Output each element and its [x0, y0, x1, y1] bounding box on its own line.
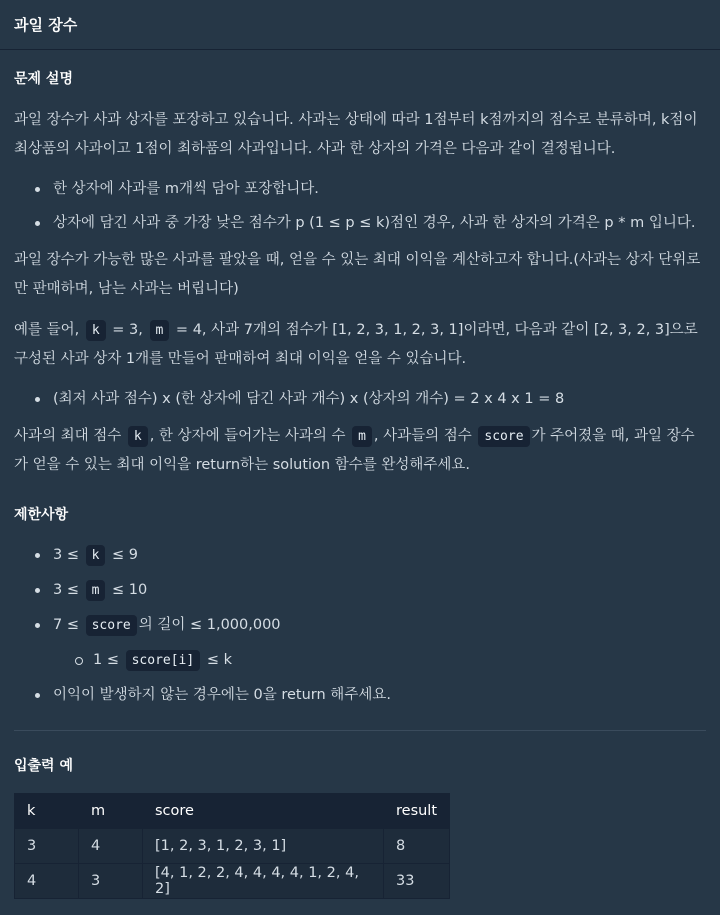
table-row — [15, 829, 450, 864]
constraint-text: 7 ≤ — [53, 617, 84, 633]
description-heading: 문제 설명 — [14, 71, 73, 87]
column-header-k: k — [15, 794, 79, 829]
column-header-score: score — [143, 794, 384, 829]
pricing-rule-2: 상자에 담긴 사과 중 가장 낮은 점수가 p (1 ≤ p ≤ k)점인 경우, 사과 한 상자의 가격은 p * m 입니다. — [14, 210, 706, 236]
example-text-2: = 3, — [107, 322, 148, 338]
code-m: m — [352, 426, 372, 447]
code-score: score — [86, 615, 137, 636]
example-calc-list — [14, 386, 706, 412]
constraint-text: 의 길이 ≤ 1,000,000 — [138, 617, 281, 633]
code-k: k — [128, 426, 148, 447]
example-calc: (최저 사과 점수) x (한 상자에 담긴 사과 개수) x (상자의 개수) = 2 x 4 x 1 = 8 — [14, 386, 706, 412]
constraint-text: ≤ 9 — [107, 547, 139, 563]
constraints-heading: 제한사항 — [14, 507, 69, 523]
code-k: k — [86, 545, 106, 566]
pricing-rule-1: 한 상자에 사과를 m개씩 담아 포장합니다. — [14, 176, 706, 202]
score-sub-constraints — [53, 647, 706, 674]
constraint-text: ≤ k — [202, 652, 232, 668]
code-score: score — [478, 426, 529, 447]
constraint-score-range — [53, 647, 706, 674]
task-paragraph — [14, 422, 706, 480]
cell-result: 8 — [384, 829, 450, 864]
constraint-text: ≤ 10 — [107, 582, 148, 598]
problem-title: 과일 장수 — [14, 16, 78, 34]
task-text-2: , 한 상자에 들어가는 사과의 수 — [149, 428, 351, 444]
column-header-m: m — [79, 794, 143, 829]
cell-m: 3 — [79, 864, 143, 899]
code-k: k — [86, 320, 106, 341]
code-m: m — [150, 320, 170, 341]
example-paragraph — [14, 316, 706, 374]
constraint-m — [14, 577, 706, 604]
pricing-rules-list — [14, 176, 706, 236]
cell-score: [4, 1, 2, 2, 4, 4, 4, 4, 1, 2, 4, 2] — [143, 864, 384, 899]
table-header-row — [15, 794, 450, 829]
example-text-1: 예를 들어, — [14, 322, 84, 338]
cell-k: 4 — [15, 864, 79, 899]
cell-k: 3 — [15, 829, 79, 864]
constraint-text: 3 ≤ — [53, 547, 84, 563]
description-paragraph-1: 과일 장수가 사과 상자를 포장하고 있습니다. 사과는 상태에 따라 1점부터 k점까지의 점수로 분류하며, k점이 최상품의 사과이고 1점이 최하품의 사과입니다. 사과 한 상자의 가격은 다음과 같이 결정됩니다. — [14, 112, 698, 157]
code-score-i: score[i] — [126, 650, 201, 671]
constraint-no-profit: 이익이 발생하지 않는 경우에는 0을 return 해주세요. — [14, 682, 706, 708]
description-paragraph-2: 과일 장수가 가능한 많은 사과를 팔았을 때, 얻을 수 있는 최대 이익을 계산하고자 합니다.(사과는 상자 단위로만 판매하며, 남는 사과는 버립니다) — [14, 252, 701, 297]
constraint-k — [14, 542, 706, 569]
cell-m: 4 — [79, 829, 143, 864]
constraint-score-length — [14, 612, 706, 674]
section-divider — [14, 730, 706, 731]
code-m: m — [86, 580, 106, 601]
task-text-1: 사과의 최대 점수 — [14, 428, 126, 444]
problem-content — [0, 50, 720, 899]
constraint-text: 3 ≤ — [53, 582, 84, 598]
example-text-3: = 4, 사과 7개의 점수가 [1, 2, 3, 1, 2, 3, 1]이라면, 다음과 같이 [2, 3, 2, 3]으로 구성된 사과 상자 1개를 만들어 판매하여 최대 이익을 얻을 수 있습니다. — [14, 322, 698, 367]
cell-result: 33 — [384, 864, 450, 899]
cell-score: [1, 2, 3, 1, 2, 3, 1] — [143, 829, 384, 864]
constraints-list — [14, 542, 706, 708]
io-example-table — [14, 793, 450, 899]
io-example-heading: 입출력 예 — [14, 758, 73, 774]
table-row — [15, 864, 450, 899]
constraint-text: 1 ≤ — [93, 652, 124, 668]
problem-header — [0, 0, 720, 50]
column-header-result: result — [384, 794, 450, 829]
task-text-4: 가 주어졌을 때, 과일 장수가 얻을 수 있는 최대 이익을 return하는 solution 함수를 완성해주세요. — [14, 428, 695, 473]
task-text-3: , 사과들의 점수 — [373, 428, 477, 444]
